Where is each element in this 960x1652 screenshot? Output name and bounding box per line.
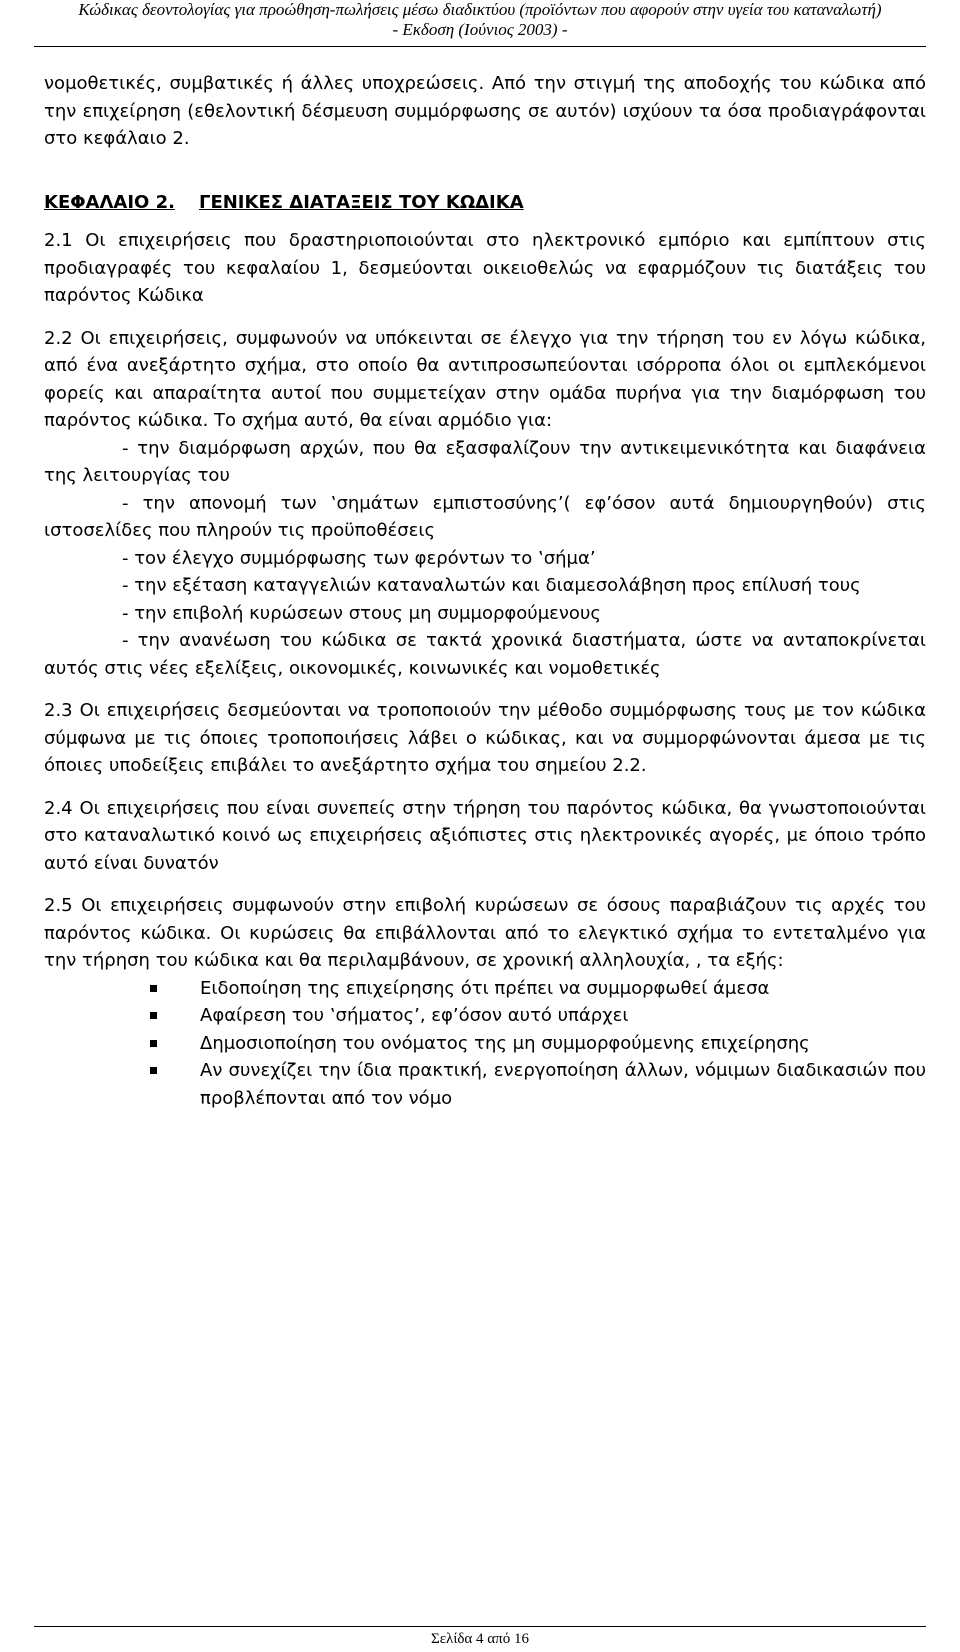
chapter-heading xyxy=(44,189,926,217)
section-2-5: 2.5 Οι επιχειρήσεις συμφωνούν στην επιβολή κυρώσεων σε όσους παραβιάζουν τις αρχές του παρόντος κώδικα. Οι κυρώσεις θα επιβάλλονται από το ελεγκτικό σχήμα το εντεταλμένο για την τήρηση του κώδικα και θα περιλαμβάνουν, σε χρονική αλληλουχία, , τα εξής: xyxy=(44,895,926,971)
chapter-number: ΚΕΦΑΛΑΙΟ 2. xyxy=(44,191,175,213)
header-edition: - Εκδοση (Ιούνιος 2003) - xyxy=(392,20,568,39)
list-item-text: Αφαίρεση του ‛σήματος’, εφ’όσον αυτό υπάρχει xyxy=(200,1005,629,1026)
section-2-2-item: - την επιβολή κυρώσεων στους μη συμμορφούμενους xyxy=(122,602,601,624)
intro-paragraph: νομοθετικές, συμβατικές ή άλλες υποχρεώσεις. Από την στιγμή της αποδοχής του κώδικα από την επιχείρηση (εθελοντική δέσμευση συμμόρφωσης σε αυτόν) ισχύουν τα όσα προδιαγράφονται στο κεφάλαιο 2. xyxy=(44,73,926,149)
list-item xyxy=(44,1002,926,1030)
page-number: Σελίδα 4 από 16 xyxy=(431,1631,529,1647)
section-2-2-item: - την διαμόρφωση αρχών, που θα εξασφαλίζουν την αντικειμενικότητα και διαφάνεια της λειτουργίας του xyxy=(44,437,926,486)
section-2-2-item: - την εξέταση καταγγελιών καταναλωτών και διαμεσολάβηση προς επίλυσή τους xyxy=(122,575,861,596)
section-2-4: 2.4 Οι επιχειρήσεις που είναι συνεπείς στην τήρηση του παρόντος κώδικα, θα γνωστοποιούνται στο καταναλωτικό κοινό ως επιχειρήσεις αξιόπιστες στις ηλεκτρονικές αγορές, με όποιο τρόπο αυτό είναι δυνατόν xyxy=(44,797,926,874)
list-item-text: Αν συνεχίζει την ίδια πρακτική, ενεργοποίηση άλλων, νόμιμων διαδικασιών που προβλέπονται από τον νόμο xyxy=(200,1060,926,1109)
section-2-2-item: - την απονομή των ‛σημάτων εμπιστοσύνης’( εφ’όσον αυτά δημιουργηθούν) στις ιστοσελίδες που πληρούν τις προϋποθέσεις xyxy=(44,492,926,541)
document-body xyxy=(44,70,926,1112)
list-item xyxy=(44,1030,926,1058)
header-rule xyxy=(34,46,926,47)
section-2-2: 2.2 Οι επιχειρήσεις, συμφωνούν να υπόκεινται σε έλεγχο για την τήρηση του εν λόγω κώδικα, από ένα ανεξάρτητο σχήμα, στο οποίο θα αντιπροσωπεύονται ισόρροπα όλοι οι εμπλεκόμενοι φορείς και απαραίτητα αυτοί που συμμετείχαν στην ομάδα πυρήνα για την διαμόρφωση του παρόντος κώδικα. Το σχήμα αυτό, θα είναι αρμόδιο για: xyxy=(44,327,926,431)
chapter-title: ΓΕΝΙΚΕΣ ΔΙΑΤΑΞΕΙΣ ΤΟΥ ΚΩΔΙΚΑ xyxy=(198,191,524,213)
list-item-text: Δημοσιοποίηση του ονόματος της μη συμμορφούμενης επιχείρησης xyxy=(200,1032,810,1054)
square-bullet-icon xyxy=(150,1012,157,1019)
section-2-1: 2.1 Οι επιχειρήσεις που δραστηριοποιούνται στο ηλεκτρονικό εμπόριο και εμπίπτουν στις προδιαγραφές του κεφαλαίου 1, δεσμεύονται οικειοθελώς να εφαρμόζουν τις διατάξεις του παρόντος Κώδικα xyxy=(44,230,926,306)
section-2-2-item: - την ανανέωση του κώδικα σε τακτά χρονικά διαστήματα, ώστε να ανταποκρίνεται αυτός στις νέες εξελίξεις, οικονομικές, κοινωνικές και νομοθετικές xyxy=(44,630,926,679)
sanctions-list xyxy=(44,975,926,1113)
page-header xyxy=(0,0,960,40)
square-bullet-icon xyxy=(150,1067,157,1074)
square-bullet-icon xyxy=(150,1040,157,1047)
section-2-3: 2.3 Οι επιχειρήσεις δεσμεύονται να τροποποιούν την μέθοδο συμμόρφωσης τους με τον κώδικα σύμφωνα με τις όποιες τροποποιήσεις λάβει ο κώδικας, και να συμμορφώνονται άμεσα με τις όποιες υποδείξεις επιβάλει το ανεξάρτητο σχήμα του σημείου 2.2. xyxy=(44,700,926,776)
section-2-2-item: - τον έλεγχο συμμόρφωσης των φερόντων το ‛σήμα’ xyxy=(122,547,596,569)
list-item xyxy=(44,1057,926,1112)
list-item-text: Ειδοποίηση της επιχείρησης ότι πρέπει να συμμορφωθεί άμεσα xyxy=(200,977,770,999)
square-bullet-icon xyxy=(150,985,157,992)
footer-rule xyxy=(34,1626,926,1627)
list-item xyxy=(44,975,926,1003)
header-title: Κώδικας δεοντολογίας για προώθηση-πωλήσεις μέσω διαδικτύου (προϊόντων που αφορούν στην υγεία του καταναλωτή) xyxy=(78,0,882,19)
